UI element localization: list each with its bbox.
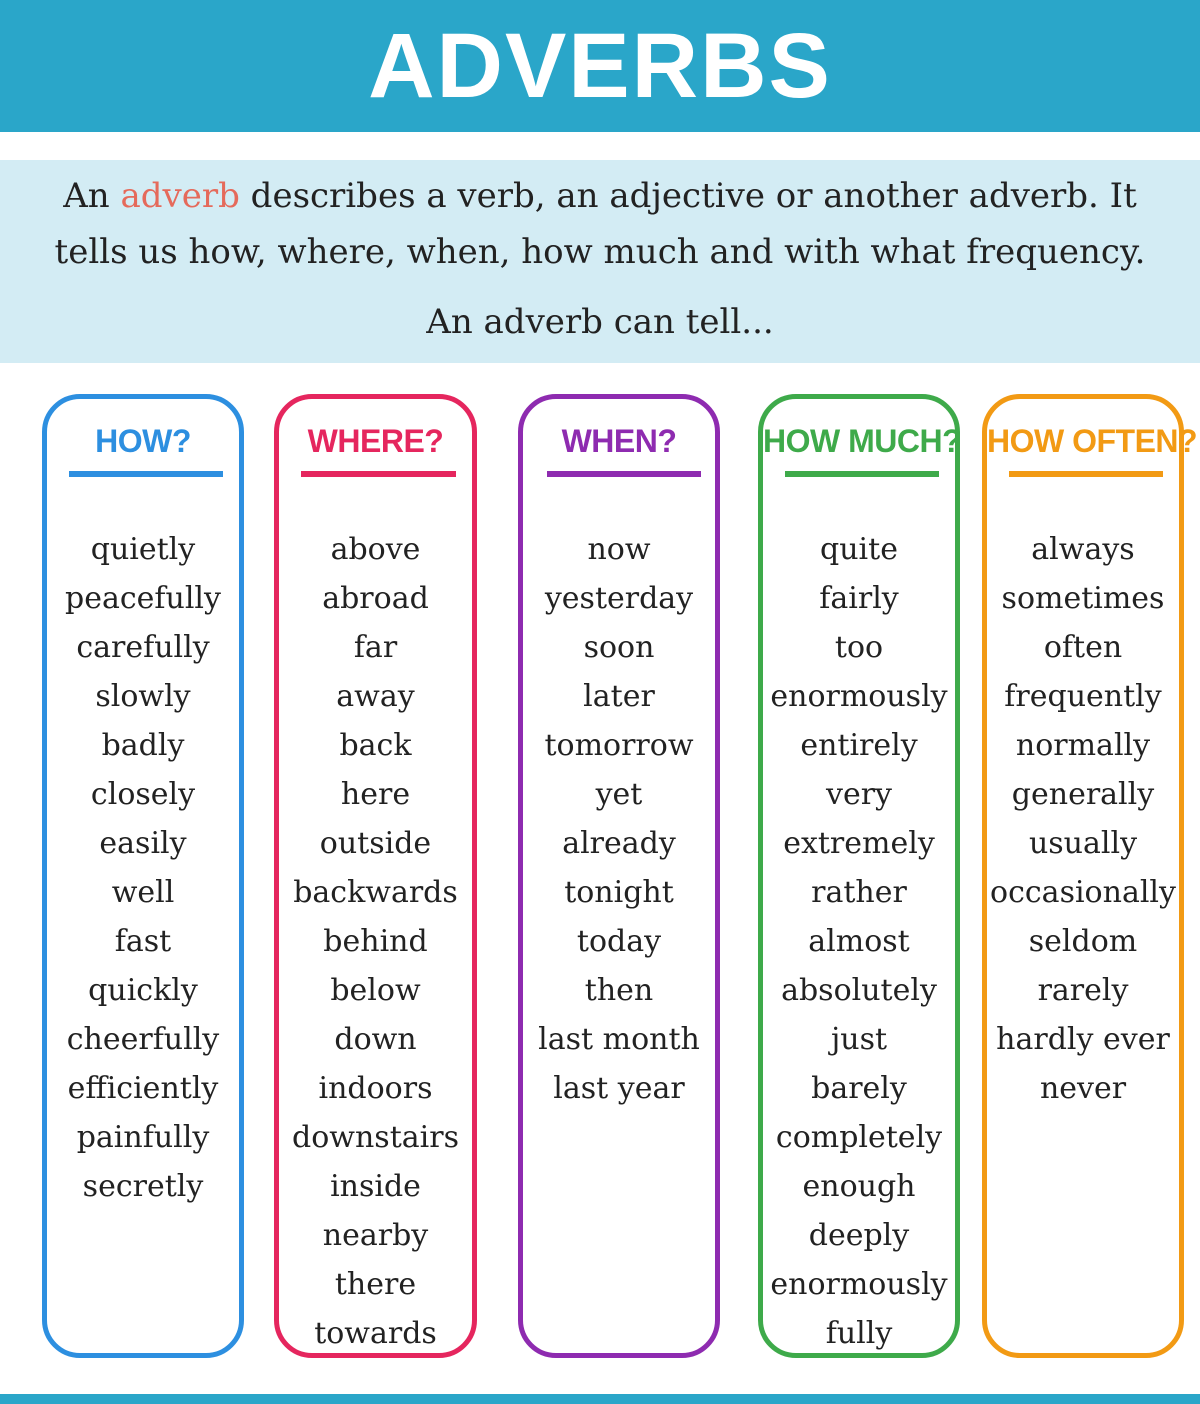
list-item: fully [825, 1316, 893, 1351]
list-item: closely [90, 777, 196, 812]
list-item: barely [811, 1071, 907, 1106]
list-item: quickly [88, 973, 198, 1008]
list-item: very [826, 777, 892, 812]
list-item: tomorrow [544, 728, 694, 763]
list-item: quietly [90, 532, 196, 567]
column-how [42, 394, 244, 1358]
list-item: just [830, 1022, 888, 1057]
list-item: normally [1015, 728, 1151, 763]
list-item: there [334, 1267, 417, 1302]
list-item: inside [330, 1169, 421, 1204]
list-item: frequently [1004, 679, 1162, 714]
intro-line-1-end: describes a verb, an adjective or another adverb. It [239, 176, 1137, 216]
list-item: indoors [318, 1071, 433, 1106]
list-item: now [587, 532, 651, 567]
column-where-rule [301, 471, 456, 477]
column-how-often-title: HOW OFTEN? [987, 423, 1198, 459]
list-item: occasionally [990, 875, 1176, 910]
list-item: backwards [293, 875, 458, 910]
list-item: well [111, 875, 175, 910]
page-title: ADVERBS [368, 15, 832, 117]
intro-accent-word: adverb [120, 176, 240, 216]
list-item: yesterday [544, 581, 694, 616]
list-item: painfully [76, 1120, 210, 1155]
list-item: badly [101, 728, 185, 763]
list-item: already [562, 826, 676, 861]
column-how-often [982, 394, 1198, 1358]
list-item: easily [99, 826, 187, 861]
column-when-rule [547, 471, 701, 477]
list-item: below [330, 973, 421, 1008]
list-item: last month [538, 1022, 700, 1057]
list-item: quite [820, 532, 898, 567]
column-how-much-list [763, 525, 955, 1358]
list-item: fairly [819, 581, 899, 616]
list-item: towards [314, 1316, 437, 1351]
list-item: hardly ever [996, 1022, 1170, 1057]
column-how-much-title: HOW MUCH? [763, 423, 962, 459]
list-item: sometimes [1001, 581, 1165, 616]
list-item: generally [1011, 777, 1155, 812]
list-item: soon [583, 630, 655, 665]
intro-line-1 [0, 168, 1200, 224]
list-item: enormously [770, 679, 948, 714]
list-item: down [334, 1022, 417, 1057]
column-how-much [758, 394, 960, 1358]
list-item: nearby [322, 1218, 429, 1253]
bottom-bar [0, 1394, 1200, 1404]
column-when [518, 394, 720, 1358]
list-item: later [583, 679, 655, 714]
list-item: yet [595, 777, 643, 812]
list-item: extremely [783, 826, 935, 861]
intro-line-1-start: An [63, 176, 121, 216]
column-how-list [47, 525, 239, 1211]
column-how-title: HOW? [95, 423, 191, 459]
intro-line-2: tells us how, where, when, how much and with what frequency. [54, 232, 1146, 272]
list-item: away [336, 679, 415, 714]
list-item: downstairs [292, 1120, 459, 1155]
list-item: today [576, 924, 662, 959]
list-item: too [834, 630, 884, 665]
column-how-much-rule [785, 471, 939, 477]
list-item: tonight [564, 875, 674, 910]
list-item: then [584, 973, 654, 1008]
column-where-title: WHERE? [307, 423, 444, 459]
list-item: enormously [770, 1267, 948, 1302]
list-item: deeply [808, 1218, 910, 1253]
list-item: absolutely [781, 973, 937, 1008]
column-how-rule [69, 471, 223, 477]
list-item: fast [114, 924, 172, 959]
intro-line-3: An adverb can tell... [426, 302, 774, 342]
list-item: rather [811, 875, 907, 910]
list-item: last year [553, 1071, 685, 1106]
list-item: completely [775, 1120, 943, 1155]
list-item: efficiently [67, 1071, 219, 1106]
list-item: behind [323, 924, 428, 959]
list-item: rarely [1037, 973, 1129, 1008]
list-item: here [340, 777, 411, 812]
list-item: peacefully [65, 581, 221, 616]
column-how-often-rule [1009, 471, 1163, 477]
header-banner [0, 0, 1200, 132]
list-item: secretly [82, 1169, 204, 1204]
intro-panel [0, 160, 1200, 363]
list-item: entirely [800, 728, 918, 763]
column-how-often-list [987, 525, 1179, 1113]
list-item: back [339, 728, 412, 763]
column-where-list [279, 525, 472, 1358]
list-item: cheerfully [66, 1022, 220, 1057]
list-item: almost [808, 924, 910, 959]
list-item: often [1043, 630, 1123, 665]
list-item: above [330, 532, 421, 567]
list-item: outside [319, 826, 432, 861]
list-item: abroad [322, 581, 429, 616]
list-item: carefully [76, 630, 210, 665]
list-item: far [353, 630, 398, 665]
list-item: seldom [1028, 924, 1138, 959]
column-when-list [523, 525, 715, 1113]
list-item: never [1039, 1071, 1127, 1106]
column-when-title: WHEN? [561, 423, 677, 459]
column-where [274, 394, 477, 1358]
list-item: usually [1028, 826, 1138, 861]
list-item: always [1031, 532, 1135, 567]
list-item: slowly [95, 679, 191, 714]
list-item: enough [802, 1169, 916, 1204]
